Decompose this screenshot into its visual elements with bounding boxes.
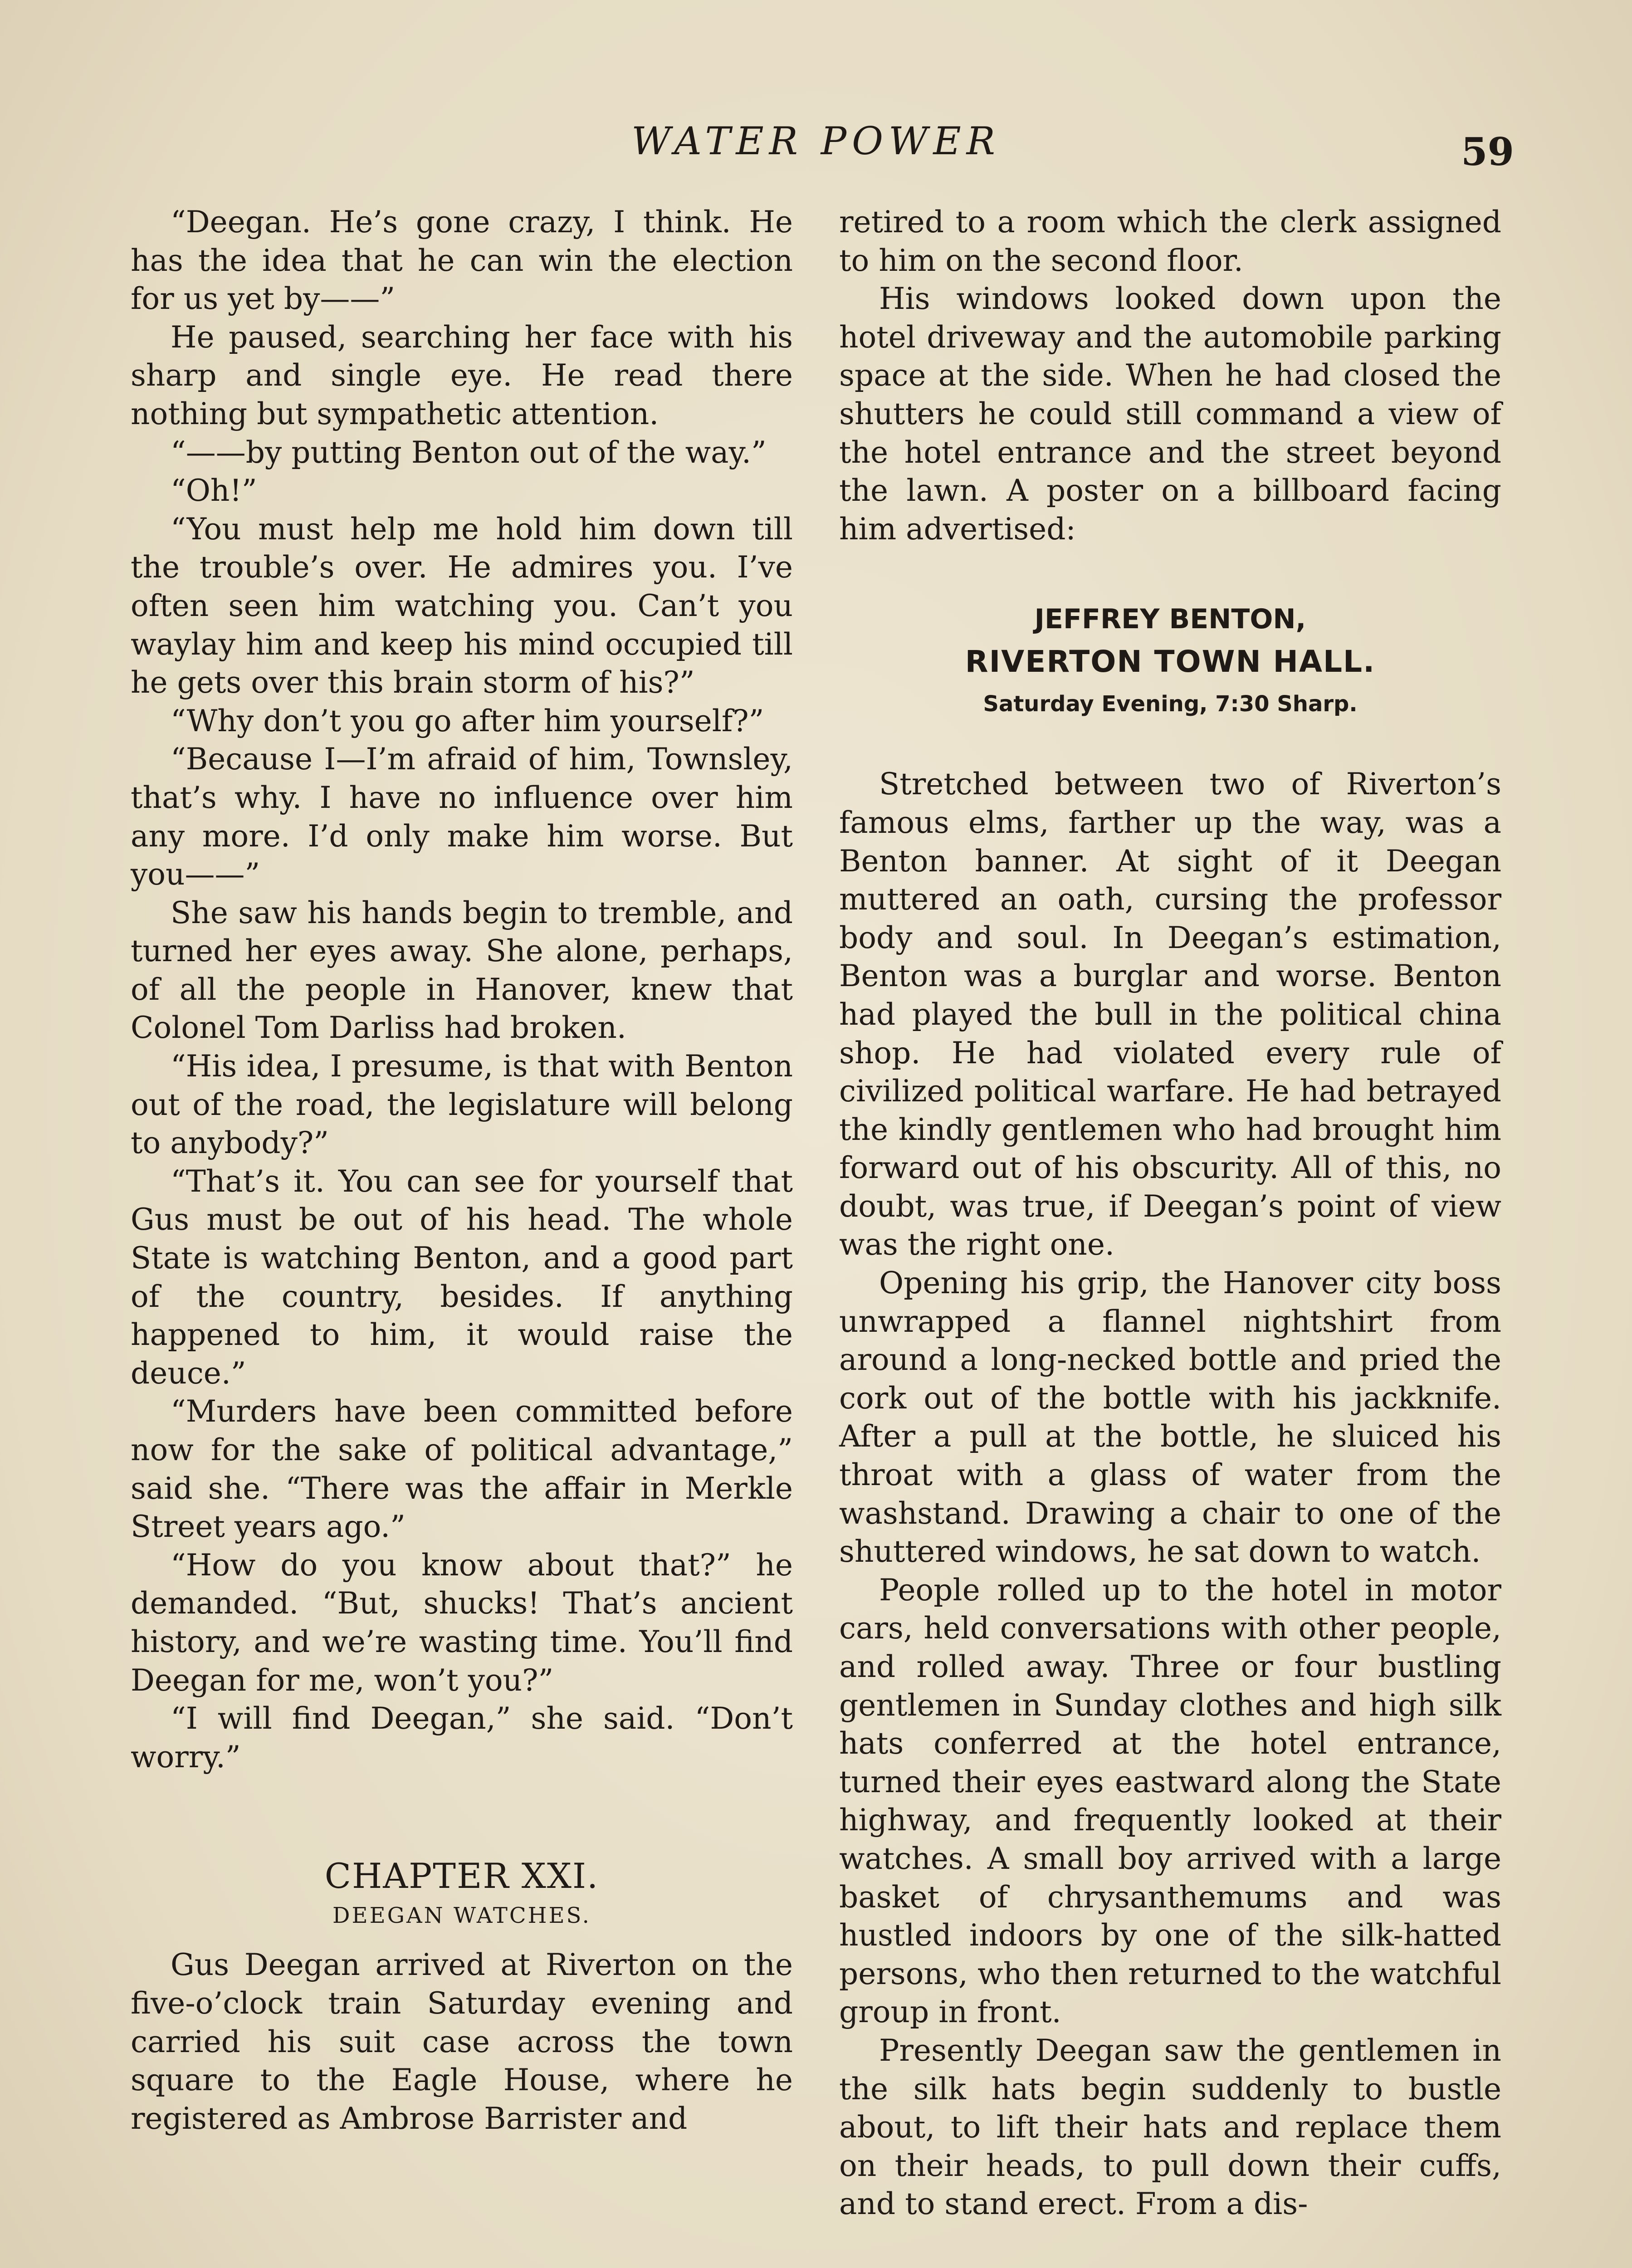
paragraph: Stretched between two of Riverton’s famous elms, farther up the way, was a Benton banner. At sight of it Deegan muttered an oath, cursing the professor body and soul. In Deegan’s estimation, Benton was a burglar and worse. Benton had played the bull in the political china shop. He had violated every rule of civilized political warfare. He had betrayed the kindly gentlemen who had brought him forward out of his obscurity. All of this, no doubt, was true, if Deegan’s point of view was the right one. [839,767,1501,1262]
running-title: WATER POWER [631,119,1001,163]
poster-venue: RIVERTON TOWN HALL. [965,644,1376,679]
paragraph: “Deegan. He’s gone crazy, I think. He has the idea that he can win the election for us yet by——” [131,205,793,317]
poster-time: Saturday Evening, 7:30 Sharp. [983,691,1358,717]
paragraph: People rolled up to the hotel in motor cars, held conversations with other people, and rolled away. Three or four bustling gentlemen in Sunday clothes and high silk hats conferred at the hotel entrance, turned their eyes eastward along the State highway, and frequently looked at their watches. A small boy arrived with a large basket of chrysanthemums and was hustled indoors by one of the silk-hatted persons, who then returned to the watchful group in front. [839,1572,1501,2030]
paragraph: “Why don’t you go after him yourself?” [171,703,764,738]
paragraph: Gus Deegan arrived at Riverton on the five-o’clock train Saturday evening and carried his suit case across the town square to the Eagle House, where he registered as Ambrose Barrister and [131,1947,793,2136]
paragraph: “Oh!” [171,473,257,508]
chapter-subtitle: DEEGAN WATCHES. [332,1903,591,1929]
paragraph: “Murders have been committed before now for the sake of political advantage,” said she. “There was the affair in Merkle Street years ago.” [131,1394,793,1545]
chapter-title: CHAPTER XXI. [324,1856,599,1897]
paragraph: “Because I—I’m afraid of him, Townsley, that’s why. I have no influence over him any more. I’d only make him worse. But you——” [131,742,793,892]
paragraph: “His idea, I presume, is that with Benton out of the road, the legislature will belong to anybody?” [131,1049,793,1161]
paragraph: “You must help me hold him down till the trouble’s over. He admires you. I’ve often seen him watching you. Can’t you waylay him and keep his mind occupied till he gets over this brain storm of his?” [131,511,793,700]
page-number: 59 [1461,129,1514,174]
poster-name: JEFFREY BENTON, [1034,603,1306,635]
paragraph: “I will find Deegan,” she said. “Don’t worry.” [131,1701,793,1774]
paragraph: “——by putting Benton out of the way.” [171,435,767,470]
paragraph: She saw his hands begin to tremble, and turned her eyes away. She alone, perhaps, of all the people in Hanover, knew that Colonel Tom Darliss had broken. [131,895,793,1046]
paragraph: “That’s it. You can see for yourself that Gus must be out of his head. The whole State is watching Benton, and a good part of the country, besides. If anything happened to him, it would raise the deuce.” [131,1163,793,1391]
poster [839,598,1501,724]
paragraph: He paused, searching her face with his sharp and single eye. He read there nothing but sympathetic attention. [131,319,793,431]
right-column [839,203,1501,2224]
paragraph-continuation: retired to a room which the clerk assigned to him on the second floor. [839,205,1501,278]
paragraph: Presently Deegan saw the gentlemen in the silk hats begin suddenly to bustle about, to lift their hats and replace them on their heads, to pull down their cuffs, and to stand erect. From a dis- [839,2033,1501,2222]
left-column [131,203,793,2138]
paragraph: Opening his grip, the Hanover city boss unwrapped a flannel nightshirt from around a long-necked bottle and pried the cork out of the bottle with his jackknife. After a pull at the bottle, he sluiced his throat with a glass of water from the washstand. Drawing a chair to one of the shuttered windows, he sat down to watch. [839,1266,1501,1569]
paragraph: His windows looked down upon the hotel driveway and the automobile parking space at the side. When he had closed the shutters he could still command a view of the hotel entrance and the street beyond the lawn. A poster on a billboard facing him advertised: [839,281,1501,547]
paragraph: “How do you know about that?” he demanded. “But, shucks! That’s ancient history, and we’re wasting time. You’ll find Deegan for me, won’t you?” [131,1547,793,1698]
